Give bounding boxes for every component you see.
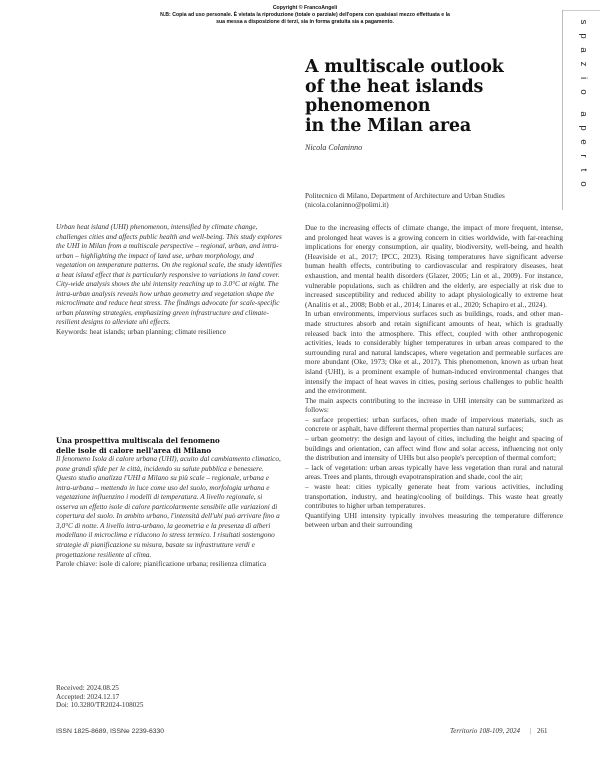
- title-line: phenomenon: [305, 96, 431, 116]
- section-label-letter: a: [578, 47, 589, 53]
- section-label-letter: p: [578, 33, 589, 39]
- section-label-letter: o: [578, 181, 589, 187]
- list-item: – surface properties: urban surfaces, often made of impervious materials, such as concrete or asphalt, have different thermal properties than natural surfaces;: [305, 414, 563, 434]
- article-title: [305, 58, 550, 136]
- affiliation-email: (nicola.colaninno@polimi.it): [305, 201, 389, 210]
- section-label-letter: s: [578, 19, 589, 25]
- footer-journal: Territorio 108-109, 2024: [450, 727, 520, 735]
- abstract-it-heading: Una prospettiva multiscala del fenomeno: [56, 436, 220, 445]
- section-label-letter: o: [578, 89, 589, 95]
- footer-separator: |: [530, 727, 532, 735]
- author-name: Nicola Colaninno: [305, 143, 363, 152]
- copyright-title: Copyright © FrancoAngeli: [272, 5, 338, 11]
- abstract-it-heading: delle isole di calore nell'area di Milano: [56, 445, 212, 455]
- copyright-notice: [160, 5, 450, 25]
- list-item: – waste heat: cities typically generate heat from various activities, including transportation, industry, and heating/cooling of buildings. This waste heat greatly contributes to higher urban temperatures.: [305, 482, 563, 511]
- doi: Doi: 10.3280/TR2024-108025: [56, 701, 144, 710]
- section-label-letter: a: [578, 111, 589, 117]
- copyright-note: N.B: Copia ad uso personale. È vietata la riproduzione (totale o parziale) dell'opera con qualsiasi mezzo effettuata e la sua messa a disposizione di terzi, sia in forma gratuita sia a pagamento.: [160, 11, 450, 25]
- title-line: of the heat islands: [305, 76, 484, 97]
- publication-dates: [56, 684, 284, 710]
- section-label-letter: z: [578, 61, 589, 67]
- accepted-date: Accepted: 2024.12.17: [56, 692, 120, 701]
- body-paragraph: Due to the increasing effects of climate change, the impact of more frequent, intense, and prolonged heat waves is a growing concern in cities worldwide, with far-reaching implications for energy consumption, air quality, biodiversity, well-being, and health (Heaviside et al., 2017; IPCC, 2023). Rising temperatures have significant adverse human health effects, contributing to cardiovascular and respiratory diseases, heat exhaustion, and mental health disorders (Glazer, 2005; Lin et al., 2009). For instance, vulnerable populations, such as children and the elderly, are especially at risk due to increased susceptibility and reduced ability to adapt physiologically to extreme heat (Analitis et al., 2008; Bobb et al., 2014; Linares et al., 2020; Schapiro et al., 2024).: [305, 223, 563, 309]
- list-item: – lack of vegetation: urban areas typically have less vegetation than rural and natural areas. Trees and plants, through evapotranspiration and shade, cool the air;: [305, 462, 563, 482]
- abstract-text: Urban heat island (UHI) phenomenon, intensified by climate change, challenges cities and affects public health and well-being. This study explores the UHI in Milan from a multiscale perspective – regional, urban, and intra-urban – highlighting the impact of land use, urban morphology, and vegetation on temperature patterns. On the regional scale, the study identifies a heat island effect that is particularly responsive to variations in land cover. City-wide analysis shows the uhi intensity reaching up to 3.0°C at night. The intra-urban analysis reveals how urban geometry and vegetation shape the microclimate and reduce heat stress. The findings advocate for scale-specific urban planning strategies, emphasizing green infrastructure and climate-resilient designs to alleviate uhi effects.: [56, 223, 282, 327]
- page-number: 261: [537, 727, 548, 735]
- keywords: Keywords: heat islands; urban planning; climate resilience: [56, 328, 226, 337]
- body-text: [305, 223, 563, 530]
- affiliation-line: Politecnico di Milano, Department of Architecture and Urban Studies: [305, 192, 505, 200]
- list-item: – urban geometry: the design and layout of cities, including the height and spacing of buildings and orientation, can affect wind flow and solar access, influencing not only the distribution and intensity of UHIs but also people's perception of thermal comfort;: [305, 434, 563, 463]
- section-label-divider: [563, 10, 600, 11]
- section-label-letter: t: [578, 168, 589, 172]
- received-date: Received: 2024.08.25: [56, 684, 119, 692]
- section-label: [562, 10, 600, 210]
- section-label-letter: p: [578, 125, 589, 131]
- abstract-english: [56, 223, 284, 338]
- body-paragraph: The main aspects contributing to the increase in UHI intensity can be summarized as follows:: [305, 395, 563, 415]
- body-paragraph: Quantifying UHI intensity typically involves measuring the temperature difference between urban and their surrounding: [305, 510, 563, 530]
- footer-issn: ISSN 1825-8689, ISSNe 2239-6330: [56, 728, 165, 735]
- abstract-italian: [56, 436, 284, 570]
- section-label-letter: e: [578, 139, 589, 145]
- abstract-text: Il fenomeno Isola di calore urbana (UHI), acuito dal cambiamento climatico, pone grandi sfide per le città, incidendo su salute pubblica e benessere. Questo studio analizza l'UHI a Milano su più scale – regionale, urbana e intra-urbana – mettendo in luce come uso del suolo, morfologia urbana e vegetazione influenzino i modelli di temperatura. A livello regionale, si osserva un effetto isole di calore particolarmente sensibile alle variazioni di copertura del suolo. In ambito urbano, l'intensità dell'uhi può arrivare fino a 3,0°C di notte. A livello intra-urbano, la geometria e la presenza di alberi modellano il microclima e riducono lo stress termico. I risultati sostengono strategie di pianificazione su misura, basate su infrastrutture verdi e progettazione resiliente al clima.: [56, 455, 281, 559]
- section-label-letter: r: [578, 154, 589, 158]
- title-line: A multiscale outlook: [305, 57, 504, 77]
- title-line: in the Milan area: [305, 115, 471, 136]
- keywords: Parole chiave: isole di calore; pianificazione urbana; resilienza climatica: [56, 560, 267, 569]
- author-affiliation: [305, 192, 560, 211]
- section-label-letter: i: [578, 76, 589, 80]
- body-paragraph: In urban environments, impervious surfaces such as buildings, roads, and other man-made structures absorb and retain significant amounts of heat, which is gradually released back into the atmosphere. This effect, coupled with other anthropogenic activities, leads to considerably higher temperatures in urban areas compared to the surrounding rural and natural landscapes, where vegetation and permeable surfaces are more abundant (Oke, 1973; Oke et al., 2017). This phenomenon, known as urban heat island (UHI), is a prominent example of human-induced environmental changes that intensify the impact of heat waves in cities, posing serious challenges to public health and the environment.: [305, 309, 563, 396]
